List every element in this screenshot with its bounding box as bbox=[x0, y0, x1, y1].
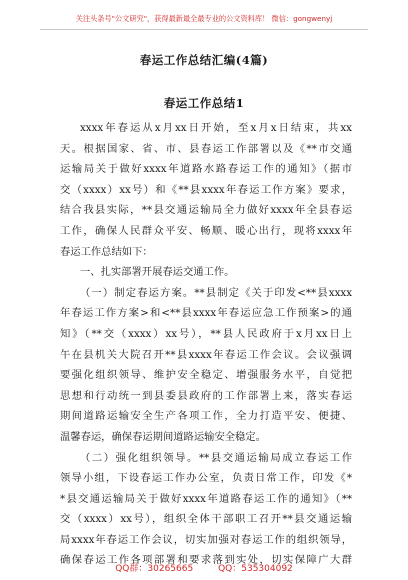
body-line: 确保春运工作各项部署和要求落到实处，切实保障广大群 bbox=[60, 554, 352, 567]
header-divider bbox=[40, 29, 368, 30]
footer-qq: QQ：535304092 bbox=[218, 564, 293, 574]
body-line: *县交通运输局关于做好xxxx年道路春运工作的通知》（** bbox=[60, 492, 352, 505]
body-line: xxxx年春运从x月xx日开始，至x月x日结束，共xx bbox=[80, 122, 352, 134]
body-line: （二）强化组织领导。**县交通运输局成立春运工作 bbox=[80, 451, 352, 464]
section-title: 春运工作总结1 bbox=[163, 96, 245, 110]
body-line: 年春运工作方案>和<**县xxxx年春运应急工作预案>的通 bbox=[60, 307, 352, 320]
body-line: 局xxxx年春运工作会议，切实加强对春运工作的组织领导， bbox=[60, 533, 352, 546]
body-line: 一、扎实部署开展春运交通工作。 bbox=[80, 266, 235, 279]
body-line: 领导小组，下设春运工作办公室，负责日常工作，印发《* bbox=[60, 472, 352, 485]
body-line: 午在县机关大院召开**县xxxx年春运工作会议。会议强调 bbox=[60, 348, 352, 361]
document-title: 春运工作总结汇编(4篇) bbox=[139, 53, 269, 67]
footer-qq-group: QQ群：30265665 bbox=[115, 564, 194, 574]
document-body bbox=[60, 118, 352, 571]
body-line: 知》（**交（xxxx）xx号），**县人民政府于x月xx日上 bbox=[60, 327, 352, 340]
body-line: 思想和行动统一到县委县政府的工作部署上来，落实春运 bbox=[60, 389, 352, 402]
body-line: 期间道路运输安全生产各项工作，全力打造平安、便捷、 bbox=[60, 410, 352, 423]
body-line: 温馨春运，确保春运期间道路运输安全稳定。 bbox=[60, 430, 266, 443]
body-line: 天。根据国家、省、市、县春运工作部署以及《**市交通 bbox=[60, 142, 352, 155]
body-line: 工作，确保人民群众平安、畅顺、暖心出行，现将xxxx年 bbox=[60, 224, 352, 237]
header-note: 关注头条号"公文研究"，获得最新最全最专业的公文资料库！ 微信：gongwenyj bbox=[75, 14, 333, 23]
footer-contact bbox=[0, 561, 408, 574]
body-line: 结合我县实际，**县交通运输局全力做好xxxx年全县春运 bbox=[60, 204, 352, 217]
body-line: 春运工作总结如下： bbox=[60, 245, 153, 258]
body-line: 交（xxxx）xx号），组织全体干部职工召开**县交通运输 bbox=[60, 513, 352, 526]
body-line: 运输局关于做好xxxx年道路水路春运工作的通知》（据市 bbox=[60, 163, 352, 176]
body-line: （一）制定春运方案。**县制定《关于印发<**县xxxx bbox=[80, 286, 352, 299]
body-line: 交（xxxx）xx号）和《**县xxxx年春运工作方案》要求， bbox=[60, 183, 352, 196]
body-line: 要强化组织领导、维护安全稳定、增强服务水平，自觉把 bbox=[60, 369, 352, 382]
